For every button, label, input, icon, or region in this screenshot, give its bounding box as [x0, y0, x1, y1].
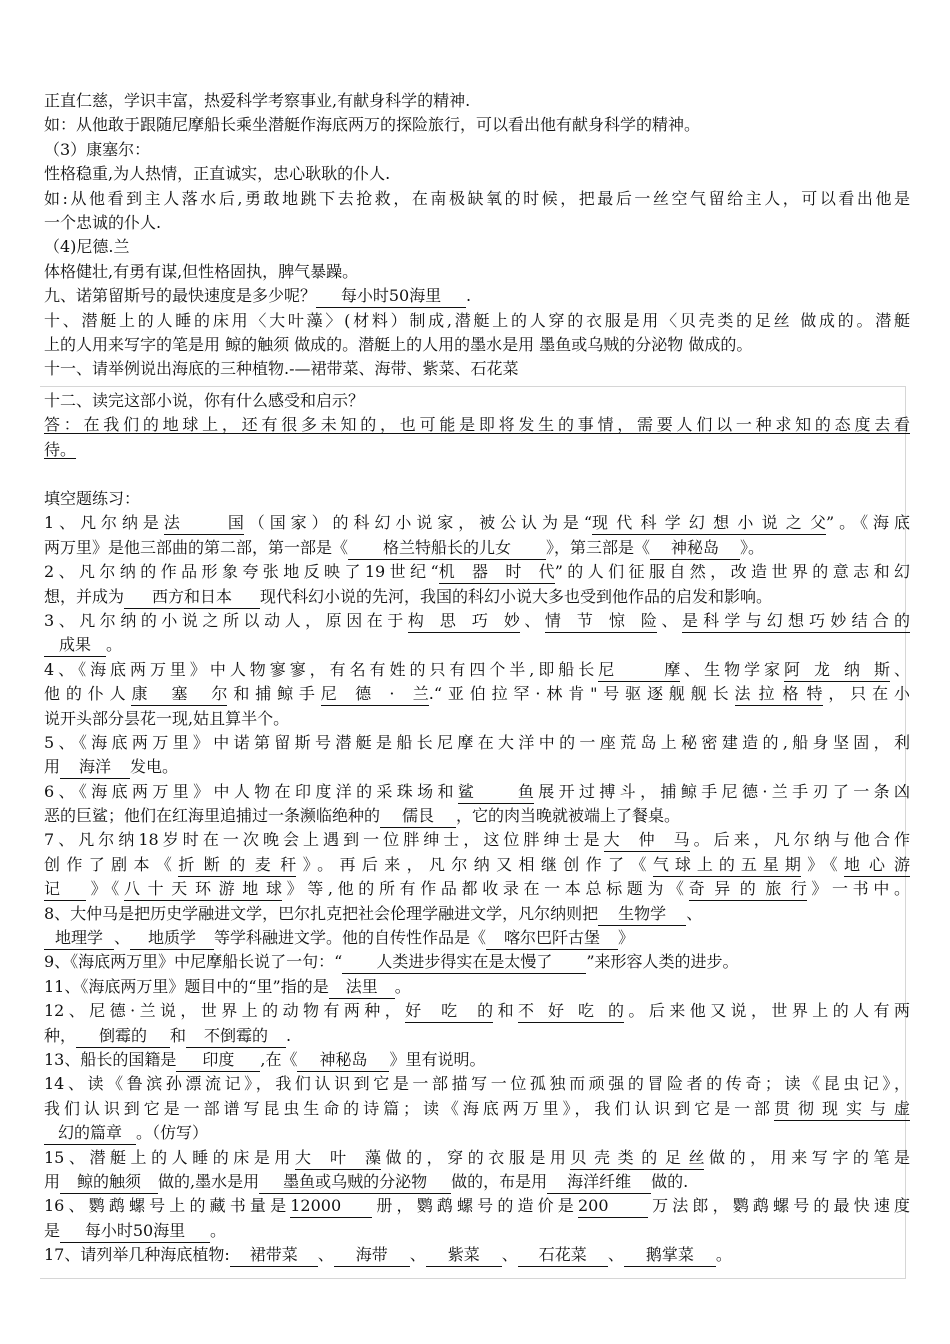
question-text: 。 — [394, 976, 411, 996]
answer-blank: 阿龙纳斯 — [784, 660, 890, 682]
question-text: ，它的肉当晚就被端上了餐桌。 — [456, 806, 681, 826]
question-text: 、 — [501, 1245, 518, 1265]
question-12-title: 十二、读完这部小说，你有什么感受和启示？ — [44, 391, 365, 410]
question-text: （国家）的科幻小说家，被公认为是“ — [243, 513, 593, 533]
box-bottom-border — [40, 1278, 906, 1279]
question-text: 12、尼德·兰说，世界上的动物有两种， — [44, 1001, 406, 1021]
fill-q11-line1 — [44, 975, 910, 999]
question-text: 用 — [44, 1171, 61, 1191]
answer-blank: 每小时50海里 — [60, 1221, 210, 1243]
answer-blank: 贯彻现实与虚 — [774, 1099, 910, 1121]
question-text: ”的人们征服自然，改造世界的意志和幻 — [554, 562, 910, 582]
question-text: 、 — [656, 610, 682, 630]
question-text: 等学科融进文学。他的自传性作品是《 — [214, 928, 487, 948]
fill-q2-line1 — [44, 560, 910, 584]
question-text: ”。《海底 — [826, 513, 910, 533]
fill-q12-line2 — [44, 1024, 910, 1048]
answer-blank: 尼德·兰 — [321, 684, 429, 706]
question-text: 16、鹦鹉螺号上的藏书量是 — [44, 1196, 291, 1216]
question-text: 做的,墨水是用 — [158, 1171, 260, 1191]
fill-q15-line1 — [44, 1146, 910, 1170]
question-text: . — [286, 1025, 292, 1045]
fill-q14-line1: 14、读《鲁滨孙漂流记》，我们认识到它是一部描写一位孤独而顽强的冒险者的传奇；读《昆虫记》， — [44, 1074, 910, 1094]
question-text: 、 — [890, 659, 910, 679]
question-text: 4、《海底两万里》中人物寥寥，有名有姓的只有四个半,即船长 — [44, 659, 599, 679]
answer-blank: 不好吃的 — [518, 1001, 624, 1023]
answer-blank: 海带 — [334, 1245, 410, 1267]
answer-blank: 生物学 — [598, 904, 686, 926]
fill-q3-line2 — [44, 633, 910, 657]
answer-blank: 200 — [578, 1196, 648, 1218]
text-line: 一个忠诚的仆人. — [44, 212, 162, 232]
question-text: 8、大仲马是把历史学融进文学，巴尔扎克把社会伦理学融进文学，凡尔纳则把 — [44, 903, 599, 923]
question-text: 2、凡尔纳的作品形象夸张地反映了19世纪“ — [44, 562, 439, 582]
answer-blank: 墨鱼或乌贼的分泌物 — [259, 1172, 451, 1194]
question-text: 。（仿写） — [136, 1123, 209, 1143]
fill-q6-line1 — [44, 780, 910, 804]
fill-q7-line1 — [44, 828, 910, 852]
answer-blank: 鲨鱼 — [458, 782, 534, 804]
fill-q5-line2 — [44, 755, 910, 779]
answer-blank: 现代科学幻想小说之父 — [592, 513, 826, 535]
fill-q8-line1 — [44, 902, 910, 926]
question-text: 1、凡尔纳是 — [44, 513, 164, 533]
question-text: 、 — [317, 1245, 334, 1265]
question-text: 17、请列举几种海底植物: — [44, 1245, 230, 1265]
question-text: 》等,他的所有作品都收录在一本总标题为《 — [281, 879, 689, 899]
answer-block — [44, 89, 910, 382]
question-text: 》一书中。 — [806, 879, 910, 899]
text-line: 正直仁慈，学识丰富，热爱科学考察事业,有献身科学的精神. — [44, 91, 471, 110]
answer-blank: 喀尔巴阡古堡 — [486, 928, 618, 950]
answer-blank: 成果 — [44, 635, 106, 657]
question-text: 。 — [210, 1220, 227, 1240]
question-text: 和 — [170, 1025, 187, 1045]
answer-blank: 幻的篇章 — [44, 1123, 136, 1145]
question-text: 册，鹦鹉螺号的造价是 — [372, 1196, 578, 1216]
answer-line: 答：在我们的地球上，还有很多未知的，也可能是即将发生的事情，需要人们以一种求知的态度去看 — [44, 415, 910, 435]
question-text: 九、诺第留斯号的最快速度是多少呢？ — [44, 286, 317, 306]
question-text: ”来形容人类的进步。 — [586, 952, 739, 972]
answer-blank: 儒艮 — [380, 806, 456, 828]
answer-blank: 法里 — [329, 977, 395, 999]
answer-blank: 鹅掌菜 — [624, 1245, 716, 1267]
answer-blank: 折断的麦秆 — [178, 855, 296, 877]
answer-blank: 法拉格特 — [735, 684, 823, 706]
question-text: 。 — [715, 1245, 732, 1265]
fill-q6-line2 — [44, 804, 910, 828]
text-line: 十、潜艇上的人睡的床用〈大叶藻〉(材料）制成,潜艇上的人穿的衣服是用〈贝壳类的足丝 做成的。潜艇 — [44, 310, 910, 330]
question-text: 做的，布是用 — [451, 1171, 548, 1191]
fill-q13-line1 — [44, 1048, 910, 1072]
answer-blank: 八十天环游地球 — [124, 879, 282, 901]
answer-blank: 神秘岛 — [650, 538, 740, 560]
question-text: 9、《海底两万里》中尼摩船长说了一句：“ — [44, 952, 343, 972]
question-text: 、 — [607, 1245, 624, 1265]
answer-blank: 12000 — [290, 1196, 372, 1218]
text-line: 性格稳重,为人热情，正直诚实，忠心耿耿的仆人. — [44, 164, 391, 184]
answer-blank: 裙带菜 — [230, 1245, 318, 1267]
question-text: 现代科幻小说的先河，我国的科幻小说大多也受到他作品的启发和影响。 — [260, 586, 773, 606]
question-text: 》，第三部是《 — [546, 537, 651, 557]
question-text: 做的. — [651, 1171, 689, 1191]
answer-blank: 倒霉的 — [76, 1026, 170, 1048]
question-text: 》里有说明。 — [389, 1049, 486, 1069]
question-text: 他的仆人 — [44, 684, 132, 704]
answer-blank: 好吃的 — [405, 1001, 493, 1023]
answer-blank: 海洋 — [60, 757, 130, 779]
question-text: 和 — [493, 1001, 518, 1021]
fill-q1-line1 — [44, 511, 910, 535]
answer-blank: 地心游 — [844, 855, 910, 877]
answer-blank: 法国 — [164, 513, 244, 535]
section-title: 填空题练习： — [44, 489, 141, 508]
question-text: 。后来他又说，世界上的人有两 — [624, 1001, 910, 1021]
fill-q7-line3 — [44, 877, 910, 901]
answer-blank: 格兰特船长的儿女 — [348, 538, 546, 560]
fill-q14-line3 — [44, 1121, 910, 1145]
question-text: 、生物学家 — [680, 659, 785, 679]
answer-blank: 大仲马 — [604, 830, 690, 852]
fill-q14-line2 — [44, 1097, 910, 1121]
question-9 — [44, 284, 910, 308]
answer-blank: 紫菜 — [426, 1245, 502, 1267]
question-text: 。 — [106, 635, 123, 655]
text-line: 如:从他看到主人落水后,勇敢地跳下去抢救，在南极缺氧的时候，把最后一丝空气留给主人，可以看出他是 — [44, 188, 910, 208]
question-text: 、 — [686, 903, 703, 923]
fill-q4-line3: 说开头部分昙花一现,姑且算半个。 — [44, 708, 290, 728]
answer-blank: 贝壳类的足丝 — [570, 1148, 704, 1170]
question-text: 11、《海底两万里》题目中的“里”指的是 — [44, 976, 329, 996]
fill-q3-line1 — [44, 609, 910, 633]
answer-blank: 机器时代 — [439, 562, 555, 584]
answer-blank: 不倒霉的 — [186, 1026, 286, 1048]
answer-blank: 大叶藻 — [295, 1148, 381, 1170]
text-line: 体格健壮,有勇有谋,但性格固执，脾气暴躁。 — [44, 261, 359, 281]
question-text: 、 — [519, 610, 545, 630]
question-text: 和捕鲸手 — [227, 684, 321, 704]
fill-blank-section — [44, 487, 910, 1268]
fill-q12-line1 — [44, 999, 910, 1023]
text-line: （4)尼德.兰 — [44, 237, 130, 257]
question-text: ,在《 — [260, 1049, 298, 1069]
box-top-border — [40, 386, 906, 387]
question-text: 3、凡尔纳的小说之所以动人，原因在于 — [44, 610, 408, 630]
fill-q8-line2 — [44, 926, 910, 950]
question-text: . — [466, 286, 472, 306]
question-text: 15、潜艇上的人睡的床是用 — [44, 1147, 295, 1167]
question-text: 想，并成为 — [44, 586, 125, 606]
question-text: 两万里》是他三部曲的第二部，第一部是《 — [44, 537, 349, 557]
question-text: 是 — [44, 1220, 61, 1240]
text-line: 上的人用来写字的笔是用 鲸的触须 做成的。潜艇上的人用的墨水是用 墨鱼或乌贼的分泌物 做成的。 — [44, 334, 753, 354]
question-text: 13、船长的国籍是 — [44, 1049, 177, 1069]
question-text: 》。 — [740, 537, 765, 557]
question-text: 6、《海底两万里》中人物在印度洋的采珠场和 — [44, 781, 458, 801]
answer-blank: 地质学 — [130, 928, 214, 950]
question-12-block — [44, 389, 910, 462]
answer-blank: 石花菜 — [518, 1245, 608, 1267]
answer-blank: 印度 — [176, 1050, 260, 1072]
answer-blank: 西方和日本 — [124, 587, 260, 609]
answer-blank: 构思巧妙 — [408, 611, 520, 633]
answer-blank: 情节惊险 — [545, 611, 657, 633]
answer-blank: 奇异的旅行 — [689, 879, 807, 901]
fill-q4-line1 — [44, 658, 910, 682]
question-text: 展开过搏斗，捕鲸手尼德·兰手刃了一条凶 — [533, 781, 910, 801]
question-text: 万法郎，鹦鹉螺号的最快速度 — [647, 1196, 910, 1216]
answer-blank: 海洋纤维 — [547, 1172, 651, 1194]
answer-blank: 每小时50海里 — [316, 286, 466, 308]
fill-q1-line2 — [44, 536, 910, 560]
question-text: 》 — [618, 928, 635, 948]
question-text: 做的，用来写字的笔是 — [704, 1147, 910, 1167]
question-text: 种， — [44, 1025, 77, 1045]
question-text: 、 — [114, 928, 131, 948]
question-text: 做的，穿的衣服是用 — [380, 1147, 571, 1167]
question-text: 》。再后来，凡尔纳又相继创作了《 — [296, 854, 653, 874]
fill-q17-line1 — [44, 1243, 910, 1267]
question-text: .“亚伯拉罕·林肯"号驱逐舰舰长 — [428, 684, 735, 704]
answer-blank: 气球上的五星期 — [653, 855, 801, 877]
answer-blank: 人类进步得实在是太慢了 — [342, 952, 586, 974]
answer-line: 待。 — [44, 439, 77, 459]
text-line: 十一、请举例说出海底的三种植物.-—裙带菜、海带、紫菜、石花菜 — [44, 359, 519, 379]
fill-q9-line1 — [44, 950, 910, 974]
question-text: 发电。 — [130, 757, 179, 777]
text-line: （3）康塞尔： — [44, 139, 151, 159]
answer-blank: 是科学与幻想巧妙结合的 — [682, 611, 910, 633]
answer-blank: 地理学 — [44, 928, 114, 950]
fill-q5-line1: 5、《海底两万里》中诺第留斯号潜艇是船长尼摩在大洋中的一座荒岛上秘密建造的,船身坚固，利 — [44, 732, 910, 752]
question-text: 7、凡尔纳18岁时在一次晚会上遇到一位胖绅士，这位胖绅士是 — [44, 830, 604, 850]
question-text: 。后来，凡尔纳与他合作 — [689, 830, 910, 850]
answer-blank: 尼摩 — [598, 660, 680, 682]
answer-blank: 记 — [44, 879, 86, 901]
question-text: 》《 — [800, 854, 844, 874]
question-text: 用 — [44, 757, 61, 777]
question-text: ，只在小 — [822, 684, 910, 704]
fill-q2-line2 — [44, 585, 910, 609]
question-text: 》《 — [86, 879, 124, 899]
question-text: 我们认识到它是一部谱写昆虫生命的诗篇；读《海底两万里》，我们认识到它是一部 — [44, 1098, 774, 1118]
question-text: 、 — [409, 1245, 426, 1265]
answer-blank: 康塞尔 — [131, 684, 227, 706]
question-text: 恶的巨鲨；他们在红海里追捕过一条濒临绝种的 — [44, 806, 381, 826]
fill-q4-line2 — [44, 682, 910, 706]
fill-q15-line2 — [44, 1170, 910, 1194]
answer-blank: 神秘岛 — [297, 1050, 389, 1072]
text-line: 如：从他敢于跟随尼摩船长乘坐潜艇作海底两万的探险旅行，可以看出他有献身科学的精神。 — [44, 115, 701, 135]
fill-q16-line2 — [44, 1219, 910, 1243]
fill-q16-line1 — [44, 1194, 910, 1218]
fill-q7-line2 — [44, 853, 910, 877]
answer-blank: 鲸的触须 — [60, 1172, 158, 1194]
question-text: 创作了剧本《 — [44, 854, 179, 874]
